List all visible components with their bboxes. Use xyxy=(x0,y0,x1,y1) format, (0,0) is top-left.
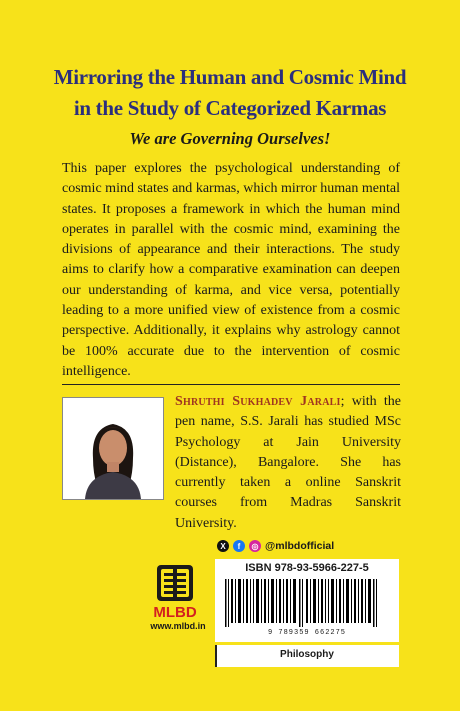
author-bio xyxy=(175,392,401,534)
author-bio-text: ; with the pen name, S.S. Jarali has studied MSc Psychology at Jain University (Distance), Bangalore. She has currently taken a online Sanskrit courses from Madras Sanskrit University. xyxy=(175,394,401,531)
instagram-icon: ◎ xyxy=(249,540,261,552)
title-line-2: in the Study of Categorized Karmas xyxy=(73,96,387,120)
publisher-brand: MLBD xyxy=(153,604,197,621)
author-photo-icon xyxy=(63,398,163,499)
isbn-label: ISBN 978-93-5966-227-5 xyxy=(245,562,369,574)
book-title xyxy=(30,62,430,124)
social-row xyxy=(217,538,334,554)
author-name: Shruthi Sukhadev Jarali xyxy=(175,394,341,409)
x-icon: X xyxy=(217,540,229,552)
category-label: Philosophy xyxy=(280,649,334,660)
barcode-icon xyxy=(221,579,393,627)
book-subtitle: We are Governing Ourselves! xyxy=(129,129,331,148)
title-line-1: Mirroring the Human and Cosmic Mind xyxy=(53,65,407,89)
barcode-panel xyxy=(215,559,399,642)
publisher-website[interactable]: www.mlbd.in xyxy=(150,621,206,631)
publisher-logo-icon xyxy=(155,563,195,603)
author-photo xyxy=(62,397,164,500)
book-abstract: This paper explores the psychological understanding of cosmic mind states and karmas, which mirror human mental states. It proposes a framework in which the human mind operates in parallel with the cosmic mind, examining the divisions of appearance and their interactions. The study aims to clarify how a comparative examination can deepen our understanding of karma, and vice versa, potentially leading to a more unified view of existence from a cosmic perspective. Additionally, it explains why astrology cannot be 100% accurate due to the intervention of cosmic intelligence. xyxy=(62,161,400,379)
divider xyxy=(62,384,400,385)
barcode-digits: 9 789359 662275 xyxy=(267,629,346,637)
logo-emblem xyxy=(155,563,195,603)
category-panel xyxy=(215,645,399,667)
facebook-icon: f xyxy=(233,540,245,552)
social-handle: @mlbdofficial xyxy=(265,540,335,552)
